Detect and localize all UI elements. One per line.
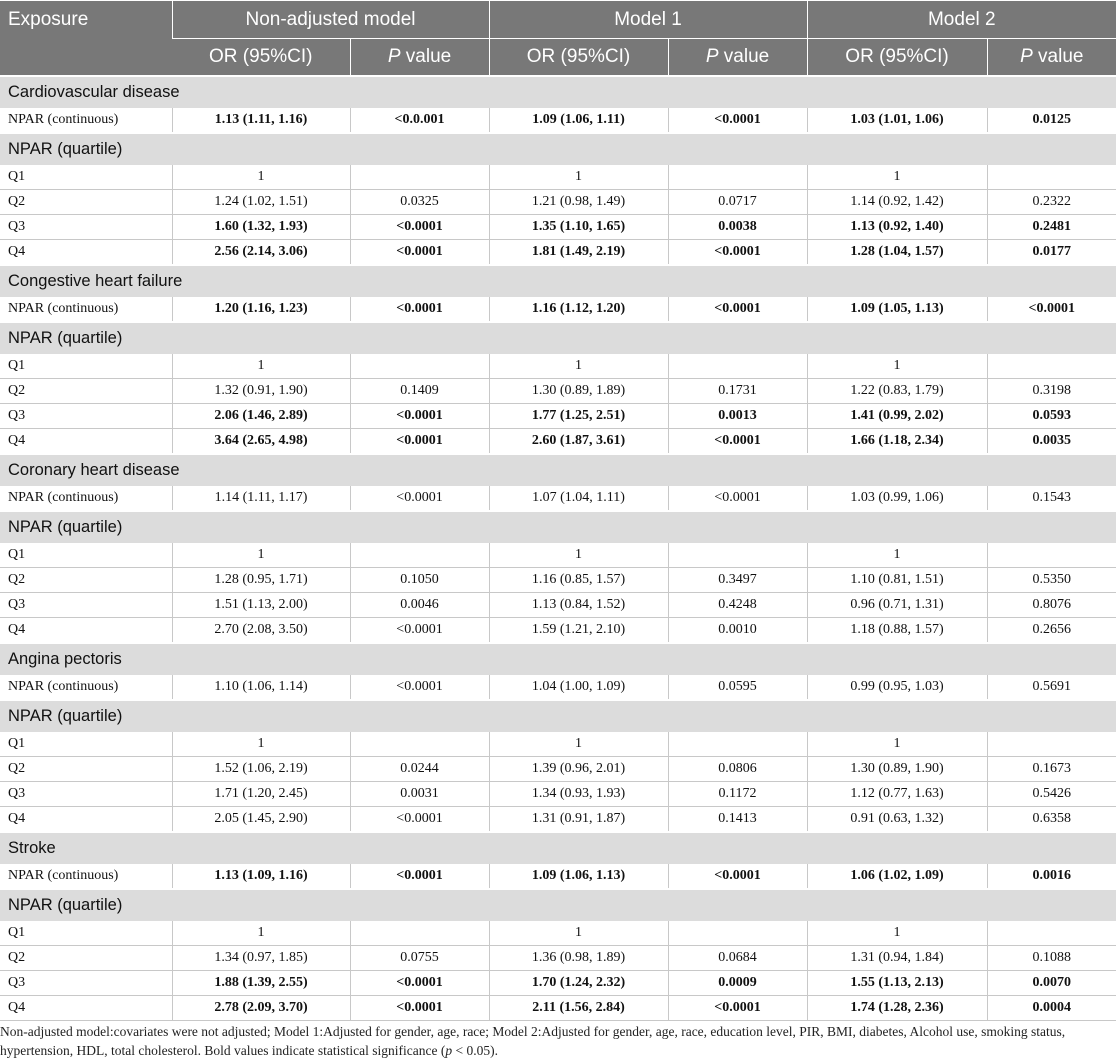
p-value-cell: <0.0001 xyxy=(668,108,807,133)
p-value-cell: <0.0001 xyxy=(668,486,807,511)
p-value-cell: <0.0001 xyxy=(350,486,489,511)
p-value-cell: <0.0001 xyxy=(350,429,489,455)
table-row xyxy=(0,486,1116,511)
p-value-cell: <0.0001 xyxy=(350,618,489,644)
table-row xyxy=(0,215,1116,240)
or-ci-cell: 1 xyxy=(172,921,350,946)
section-title: Angina pectoris xyxy=(0,643,1116,675)
or-ci-cell: 2.78 (2.09, 3.70) xyxy=(172,996,350,1021)
p-value-cell: 0.0244 xyxy=(350,757,489,782)
or-ci-header: OR (95%CI) xyxy=(489,39,668,77)
table-row xyxy=(0,108,1116,133)
or-ci-cell: 1.81 (1.49, 2.19) xyxy=(489,240,668,266)
p-value-cell: 0.0035 xyxy=(987,429,1116,455)
subsection-header xyxy=(0,133,1116,165)
or-ci-cell: 2.05 (1.45, 2.90) xyxy=(172,807,350,833)
p-value-cell: 0.0031 xyxy=(350,782,489,807)
section-title: NPAR (quartile) xyxy=(0,700,1116,732)
p-value-cell: 0.0046 xyxy=(350,593,489,618)
or-ci-cell: 1.13 (0.84, 1.52) xyxy=(489,593,668,618)
p-letter: P xyxy=(705,46,719,67)
p-value-cell: 0.0125 xyxy=(987,108,1116,133)
table-row xyxy=(0,593,1116,618)
p-value-cell: 0.1172 xyxy=(668,782,807,807)
section-header xyxy=(0,76,1116,108)
p-value-cell: 0.0717 xyxy=(668,190,807,215)
p-value-cell: <0.0001 xyxy=(350,675,489,700)
section-title: Cardiovascular disease xyxy=(0,76,1116,108)
or-ci-cell: 1 xyxy=(172,732,350,757)
p-value-cell: 0.0755 xyxy=(350,946,489,971)
p-value-cell: 0.0004 xyxy=(987,996,1116,1021)
or-ci-cell: 1.32 (0.91, 1.90) xyxy=(172,379,350,404)
table-row xyxy=(0,404,1116,429)
or-ci-cell: 1.14 (1.11, 1.17) xyxy=(172,486,350,511)
p-value-cell: 0.2481 xyxy=(987,215,1116,240)
p-value-header xyxy=(668,39,807,77)
p-value-cell: 0.6358 xyxy=(987,807,1116,833)
row-label: Q3 xyxy=(0,593,172,618)
or-ci-cell: 1.77 (1.25, 2.51) xyxy=(489,404,668,429)
or-ci-cell: 1.04 (1.00, 1.09) xyxy=(489,675,668,700)
p-value-cell: <0.0001 xyxy=(350,864,489,889)
p-letter: P xyxy=(1020,46,1033,67)
or-ci-cell: 1.74 (1.28, 2.36) xyxy=(807,996,987,1021)
p-value-cell xyxy=(350,732,489,757)
section-header xyxy=(0,643,1116,675)
row-label: Q2 xyxy=(0,190,172,215)
p-value-cell: 0.2656 xyxy=(987,618,1116,644)
p-value-cell: 0.5350 xyxy=(987,568,1116,593)
or-ci-cell: 2.06 (1.46, 2.89) xyxy=(172,404,350,429)
table-row xyxy=(0,354,1116,379)
p-value-cell: 0.1543 xyxy=(987,486,1116,511)
p-value-cell xyxy=(668,921,807,946)
or-ci-cell: 1.31 (0.91, 1.87) xyxy=(489,807,668,833)
or-ci-cell: 1 xyxy=(489,165,668,190)
p-value-cell: 0.0595 xyxy=(668,675,807,700)
table-row xyxy=(0,379,1116,404)
p-value-cell: 0.0177 xyxy=(987,240,1116,266)
table-header xyxy=(0,1,1116,77)
p-value-header xyxy=(350,39,489,77)
or-ci-cell: 3.64 (2.65, 4.98) xyxy=(172,429,350,455)
or-ci-cell: 1.09 (1.05, 1.13) xyxy=(807,297,987,322)
row-label: Q3 xyxy=(0,782,172,807)
footnote-tail: < 0.05). xyxy=(452,1043,498,1058)
or-ci-cell: 1.10 (0.81, 1.51) xyxy=(807,568,987,593)
or-ci-cell: 1 xyxy=(489,921,668,946)
or-ci-cell: 1.30 (0.89, 1.90) xyxy=(807,757,987,782)
table-row xyxy=(0,807,1116,833)
section-title: Congestive heart failure xyxy=(0,265,1116,297)
footnote-p-letter: p xyxy=(445,1043,453,1058)
or-ci-cell: 1.55 (1.13, 2.13) xyxy=(807,971,987,996)
section-title: NPAR (quartile) xyxy=(0,511,1116,543)
p-value-cell: 0.0070 xyxy=(987,971,1116,996)
or-ci-cell: 1.51 (1.13, 2.00) xyxy=(172,593,350,618)
p-value-cell: <0.0001 xyxy=(668,297,807,322)
or-ci-cell: 1.16 (0.85, 1.57) xyxy=(489,568,668,593)
p-value-cell: 0.2322 xyxy=(987,190,1116,215)
row-label: Q2 xyxy=(0,757,172,782)
or-ci-cell: 1.22 (0.83, 1.79) xyxy=(807,379,987,404)
subsection-header xyxy=(0,511,1116,543)
p-value-cell: <0.0001 xyxy=(350,297,489,322)
p-value-cell: 0.0016 xyxy=(987,864,1116,889)
or-ci-cell: 1 xyxy=(489,354,668,379)
or-ci-cell: 0.96 (0.71, 1.31) xyxy=(807,593,987,618)
or-ci-cell: 1.39 (0.96, 2.01) xyxy=(489,757,668,782)
model-header-non-adjusted: Non-adjusted model xyxy=(172,1,489,39)
row-label: Q2 xyxy=(0,379,172,404)
p-value-word: value xyxy=(1032,46,1084,67)
or-ci-cell: 0.91 (0.63, 1.32) xyxy=(807,807,987,833)
or-ci-cell: 1.66 (1.18, 2.34) xyxy=(807,429,987,455)
or-ci-cell: 1.03 (0.99, 1.06) xyxy=(807,486,987,511)
or-ci-cell: 1.06 (1.02, 1.09) xyxy=(807,864,987,889)
or-ci-cell: 1.20 (1.16, 1.23) xyxy=(172,297,350,322)
p-value-cell xyxy=(350,543,489,568)
row-label: Q3 xyxy=(0,404,172,429)
table-row xyxy=(0,864,1116,889)
p-value-cell: 0.0593 xyxy=(987,404,1116,429)
or-ci-cell: 1 xyxy=(172,354,350,379)
p-value-cell: 0.0010 xyxy=(668,618,807,644)
row-label: Q4 xyxy=(0,618,172,644)
p-value-cell: 0.3497 xyxy=(668,568,807,593)
p-value-cell xyxy=(668,732,807,757)
p-value-cell xyxy=(987,165,1116,190)
or-ci-cell: 1.09 (1.06, 1.11) xyxy=(489,108,668,133)
or-ci-cell: 1.16 (1.12, 1.20) xyxy=(489,297,668,322)
or-ci-cell: 1.36 (0.98, 1.89) xyxy=(489,946,668,971)
row-label: Q4 xyxy=(0,996,172,1021)
section-header xyxy=(0,265,1116,297)
or-ci-cell: 1.34 (0.97, 1.85) xyxy=(172,946,350,971)
p-value-cell: <0.0001 xyxy=(350,240,489,266)
or-ci-cell: 1 xyxy=(489,732,668,757)
row-label: NPAR (continuous) xyxy=(0,486,172,511)
row-label: Q4 xyxy=(0,240,172,266)
or-ci-cell: 1 xyxy=(489,543,668,568)
or-ci-cell: 1.52 (1.06, 2.19) xyxy=(172,757,350,782)
exposure-header: Exposure xyxy=(0,1,172,77)
or-ci-cell: 2.56 (2.14, 3.06) xyxy=(172,240,350,266)
model-header-model-1: Model 1 xyxy=(489,1,807,39)
p-value-cell: <0.0001 xyxy=(668,240,807,266)
p-value-cell: <0.0001 xyxy=(668,429,807,455)
table-row xyxy=(0,568,1116,593)
p-value-cell: <0.0001 xyxy=(350,404,489,429)
subsection-header xyxy=(0,700,1116,732)
p-value-cell: 0.1673 xyxy=(987,757,1116,782)
p-value-cell: 0.1731 xyxy=(668,379,807,404)
p-value-cell xyxy=(668,354,807,379)
p-value-cell xyxy=(987,732,1116,757)
or-ci-cell: 1.41 (0.99, 2.02) xyxy=(807,404,987,429)
or-ci-cell: 1.71 (1.20, 2.45) xyxy=(172,782,350,807)
footnote-text: Non-adjusted model:covariates were not adjusted; Model 1:Adjusted for gender, age, race; Model 2:Adjusted for gender, age, race, education level, PIR, BMI, diabetes, Alcohol use, smoking status, hypertension, HDL, total cholesterol. Bold values indicate statistical significance ( xyxy=(0,1024,1066,1058)
row-label: Q1 xyxy=(0,921,172,946)
or-ci-cell: 1.07 (1.04, 1.11) xyxy=(489,486,668,511)
row-label: Q4 xyxy=(0,807,172,833)
row-label: Q1 xyxy=(0,732,172,757)
p-value-cell xyxy=(987,543,1116,568)
p-value-cell: <0.0001 xyxy=(350,807,489,833)
or-ci-cell: 1.18 (0.88, 1.57) xyxy=(807,618,987,644)
section-header xyxy=(0,454,1116,486)
section-title: Coronary heart disease xyxy=(0,454,1116,486)
row-label: Q1 xyxy=(0,354,172,379)
row-label: Q2 xyxy=(0,568,172,593)
p-value-cell: <0.0.001 xyxy=(350,108,489,133)
or-ci-cell: 1 xyxy=(807,543,987,568)
table-row xyxy=(0,757,1116,782)
table-row xyxy=(0,946,1116,971)
row-label: NPAR (continuous) xyxy=(0,297,172,322)
or-ci-cell: 1.59 (1.21, 2.10) xyxy=(489,618,668,644)
p-value-cell: <0.0001 xyxy=(668,864,807,889)
table-row xyxy=(0,971,1116,996)
table-row xyxy=(0,165,1116,190)
p-value-header xyxy=(987,39,1116,77)
row-label: Q1 xyxy=(0,165,172,190)
subsection-header xyxy=(0,889,1116,921)
or-ci-cell: 1.24 (1.02, 1.51) xyxy=(172,190,350,215)
or-ci-cell: 1.09 (1.06, 1.13) xyxy=(489,864,668,889)
p-value-cell: <0.0001 xyxy=(350,971,489,996)
section-title: NPAR (quartile) xyxy=(0,322,1116,354)
or-ci-cell: 1.12 (0.77, 1.63) xyxy=(807,782,987,807)
p-value-cell: 0.1050 xyxy=(350,568,489,593)
row-label: NPAR (continuous) xyxy=(0,864,172,889)
or-ci-cell: 0.99 (0.95, 1.03) xyxy=(807,675,987,700)
or-ci-cell: 1.60 (1.32, 1.93) xyxy=(172,215,350,240)
or-ci-header: OR (95%CI) xyxy=(172,39,350,77)
or-ci-cell: 1 xyxy=(807,165,987,190)
or-ci-cell: 1.13 (1.11, 1.16) xyxy=(172,108,350,133)
p-value-cell: <0.0001 xyxy=(668,996,807,1021)
row-label: Q4 xyxy=(0,429,172,455)
table-row xyxy=(0,190,1116,215)
or-ci-cell: 1.30 (0.89, 1.89) xyxy=(489,379,668,404)
table-row xyxy=(0,782,1116,807)
section-header xyxy=(0,832,1116,864)
table-row xyxy=(0,429,1116,455)
p-value-cell xyxy=(350,165,489,190)
or-ci-cell: 1 xyxy=(172,165,350,190)
p-value-cell: 0.0806 xyxy=(668,757,807,782)
row-label: Q3 xyxy=(0,215,172,240)
p-value-word: value xyxy=(400,46,452,67)
table-row xyxy=(0,543,1116,568)
or-ci-cell: 1 xyxy=(172,543,350,568)
or-ci-cell: 1.13 (1.09, 1.16) xyxy=(172,864,350,889)
subsection-header xyxy=(0,322,1116,354)
p-value-cell: 0.0325 xyxy=(350,190,489,215)
p-value-cell: <0.0001 xyxy=(350,996,489,1021)
or-ci-cell: 1.03 (1.01, 1.06) xyxy=(807,108,987,133)
p-value-cell: 0.3198 xyxy=(987,379,1116,404)
row-label: Q3 xyxy=(0,971,172,996)
p-value-cell: 0.0013 xyxy=(668,404,807,429)
p-value-word: value xyxy=(718,46,770,67)
or-ci-cell: 1 xyxy=(807,921,987,946)
row-label: Q2 xyxy=(0,946,172,971)
p-value-cell xyxy=(668,543,807,568)
row-label: NPAR (continuous) xyxy=(0,675,172,700)
row-label: NPAR (continuous) xyxy=(0,108,172,133)
p-value-cell: 0.5426 xyxy=(987,782,1116,807)
p-value-cell: <0.0001 xyxy=(987,297,1116,322)
p-value-cell: 0.8076 xyxy=(987,593,1116,618)
or-ci-cell: 1.13 (0.92, 1.40) xyxy=(807,215,987,240)
table-row xyxy=(0,921,1116,946)
or-ci-cell: 1 xyxy=(807,732,987,757)
p-value-cell xyxy=(987,354,1116,379)
p-value-cell: 0.0009 xyxy=(668,971,807,996)
table-row xyxy=(0,675,1116,700)
model-header-model-2: Model 2 xyxy=(807,1,1116,39)
p-value-cell: 0.0038 xyxy=(668,215,807,240)
p-value-cell xyxy=(987,921,1116,946)
p-value-cell: 0.1088 xyxy=(987,946,1116,971)
p-value-cell xyxy=(668,165,807,190)
p-value-cell: <0.0001 xyxy=(350,215,489,240)
p-value-cell xyxy=(350,921,489,946)
or-ci-cell: 1.28 (1.04, 1.57) xyxy=(807,240,987,266)
or-ci-cell: 1.14 (0.92, 1.42) xyxy=(807,190,987,215)
table-row xyxy=(0,297,1116,322)
table-row xyxy=(0,240,1116,266)
section-title: Stroke xyxy=(0,832,1116,864)
or-ci-cell: 1 xyxy=(807,354,987,379)
or-ci-cell: 1.34 (0.93, 1.93) xyxy=(489,782,668,807)
or-ci-cell: 2.11 (1.56, 2.84) xyxy=(489,996,668,1021)
table-footnote xyxy=(0,1022,1112,1060)
table-row xyxy=(0,996,1116,1021)
table-row xyxy=(0,732,1116,757)
table-row xyxy=(0,618,1116,644)
table-body xyxy=(0,76,1116,1021)
p-value-cell: 0.1413 xyxy=(668,807,807,833)
p-value-cell: 0.1409 xyxy=(350,379,489,404)
or-ci-cell: 2.60 (1.87, 3.61) xyxy=(489,429,668,455)
p-letter: P xyxy=(387,46,401,67)
section-title: NPAR (quartile) xyxy=(0,889,1116,921)
or-ci-cell: 1.31 (0.94, 1.84) xyxy=(807,946,987,971)
section-title: NPAR (quartile) xyxy=(0,133,1116,165)
row-label: Q1 xyxy=(0,543,172,568)
or-ci-cell: 1.70 (1.24, 2.32) xyxy=(489,971,668,996)
or-ci-cell: 1.21 (0.98, 1.49) xyxy=(489,190,668,215)
or-ci-cell: 1.35 (1.10, 1.65) xyxy=(489,215,668,240)
p-value-cell xyxy=(350,354,489,379)
or-ci-cell: 1.28 (0.95, 1.71) xyxy=(172,568,350,593)
or-ci-header: OR (95%CI) xyxy=(807,39,987,77)
or-ci-cell: 1.10 (1.06, 1.14) xyxy=(172,675,350,700)
p-value-cell: 0.0684 xyxy=(668,946,807,971)
or-ci-cell: 2.70 (2.08, 3.50) xyxy=(172,618,350,644)
or-ci-cell: 1.88 (1.39, 2.55) xyxy=(172,971,350,996)
p-value-cell: 0.5691 xyxy=(987,675,1116,700)
p-value-cell: 0.4248 xyxy=(668,593,807,618)
